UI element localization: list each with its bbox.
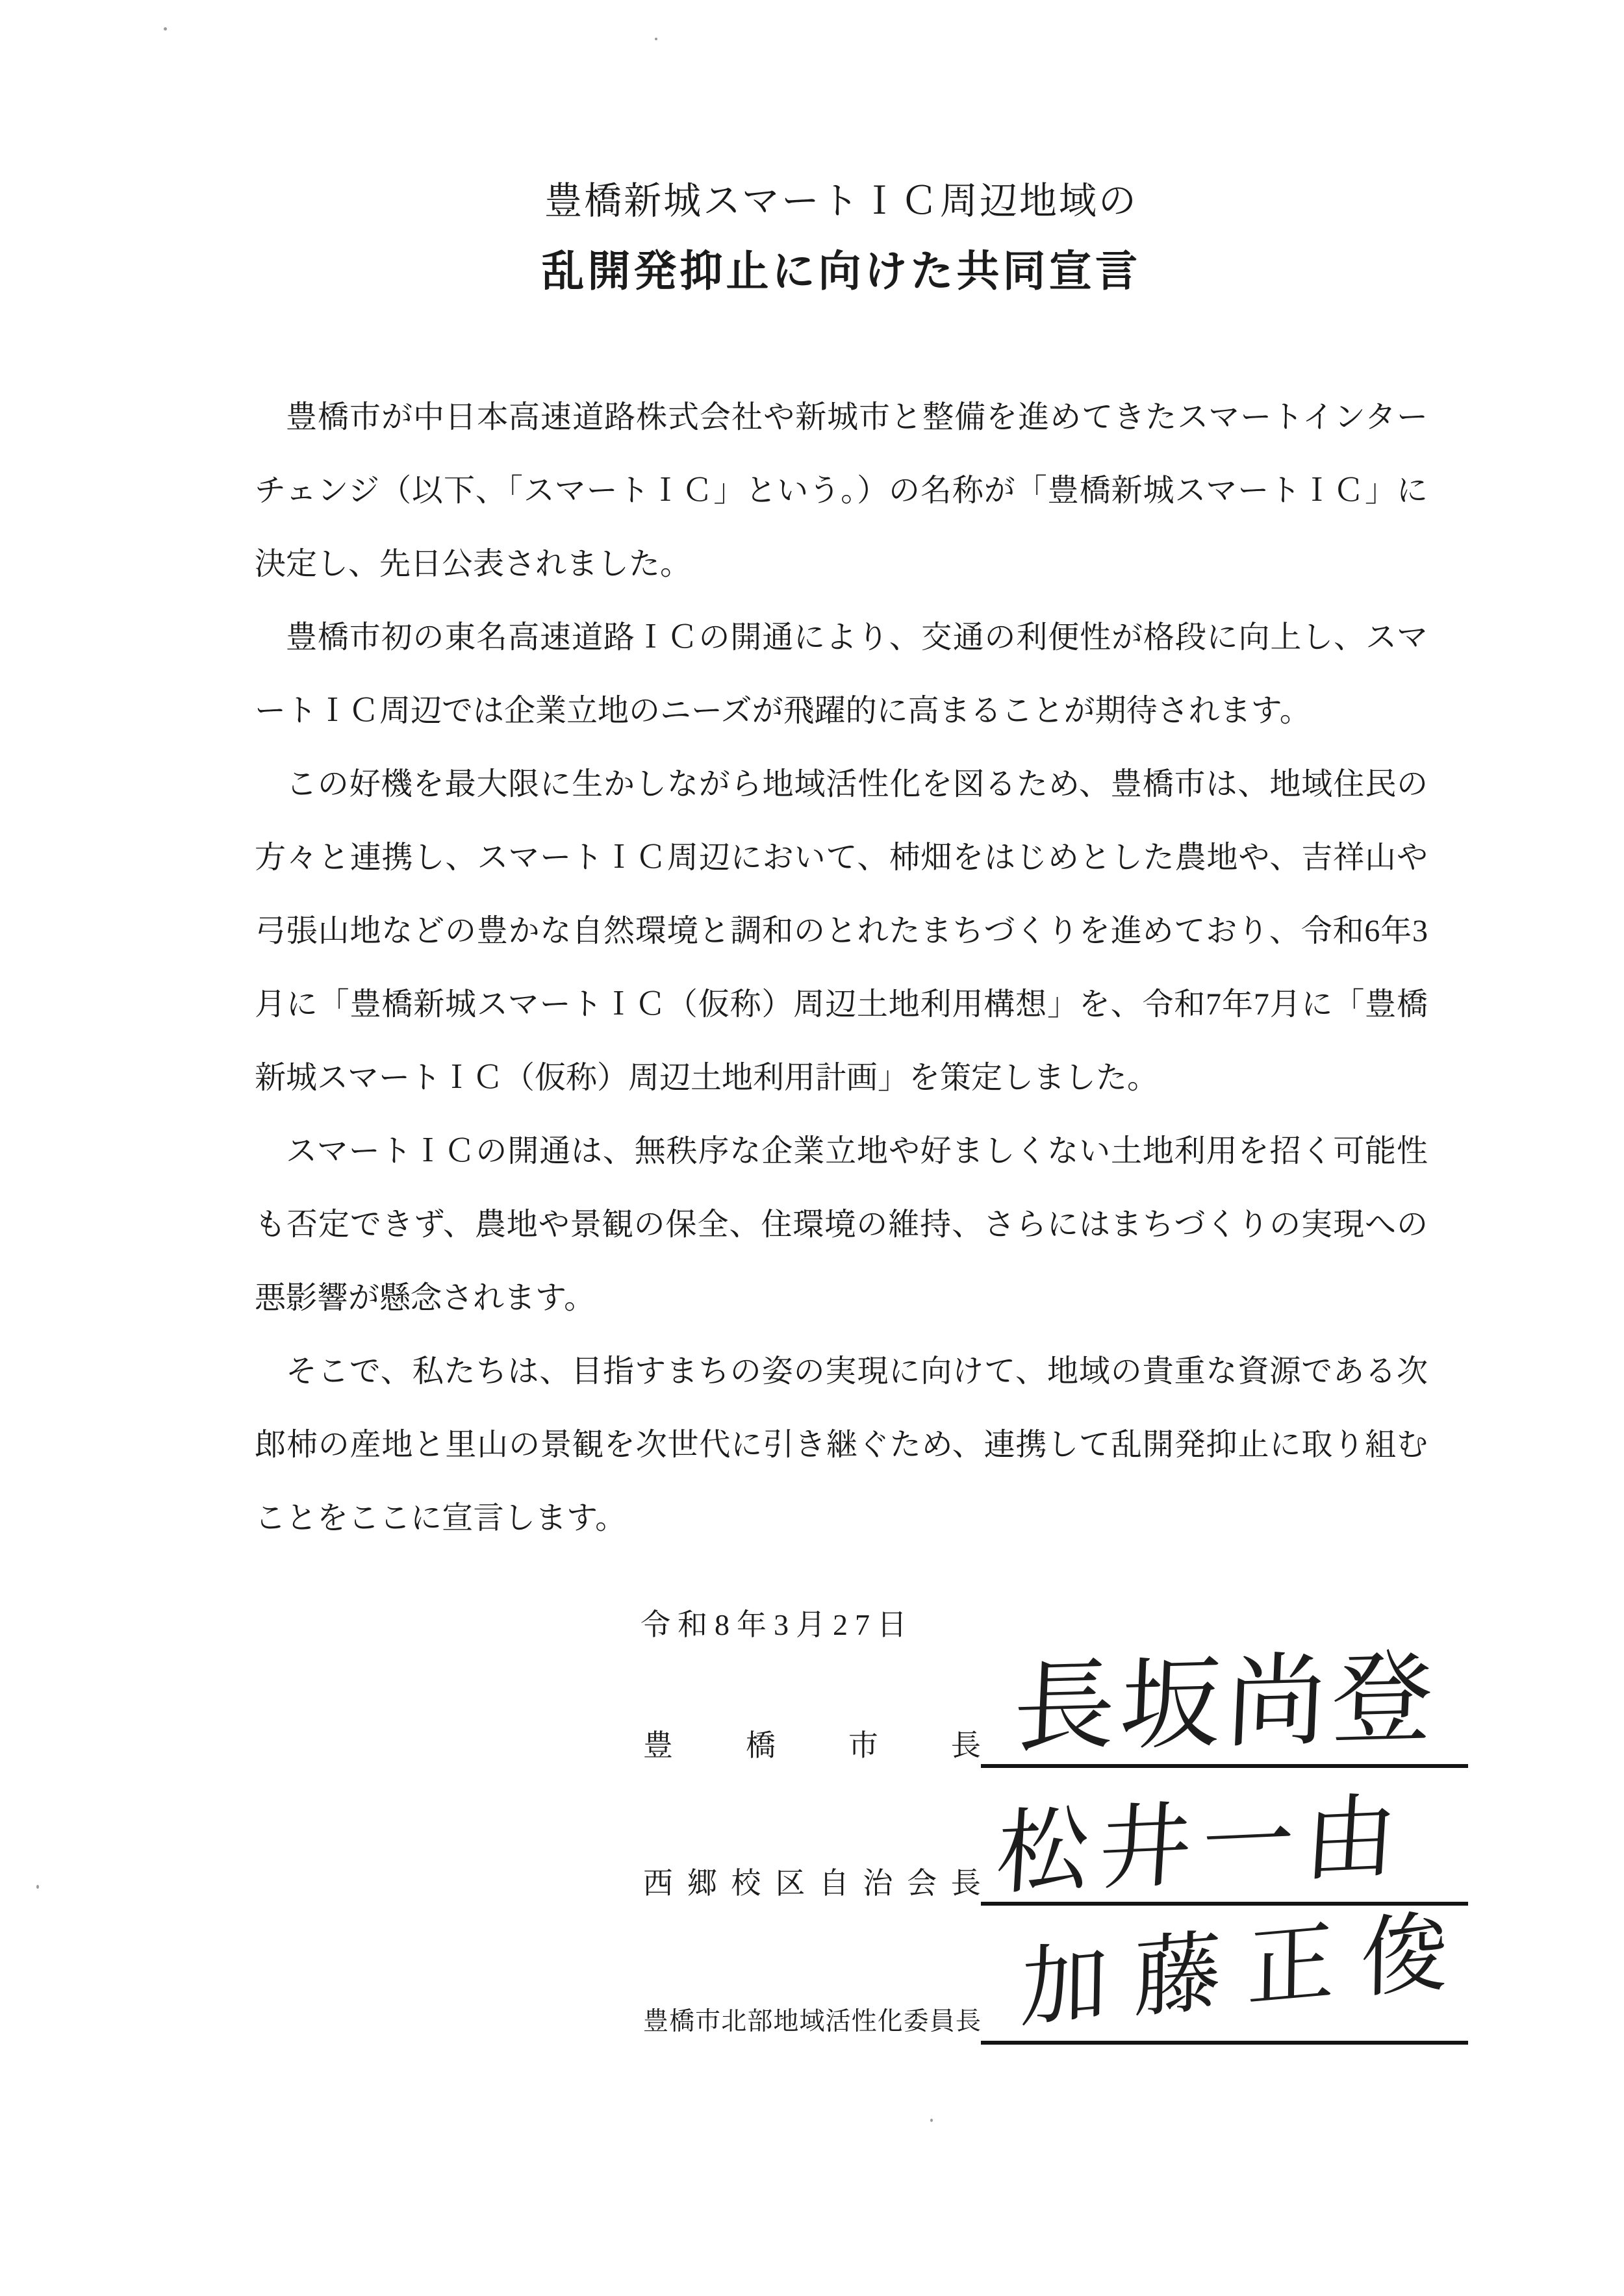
signature-role-label-revitalization-committee: 豊 橋 市 北 部 地 域 活 性 化 委 員 長 xyxy=(643,2008,981,2036)
signature-underline-neighborhood-association xyxy=(981,1772,1468,1906)
document-title-line-2: 乱開発抑止に向けた共同宣言 xyxy=(541,247,1141,295)
signature-handwritten-name-revitalization-committee: 加藤正俊 xyxy=(1019,1902,1475,2039)
signature-underline-mayor xyxy=(981,1634,1468,1768)
scan-speck xyxy=(164,27,167,31)
signature-row-revitalization-committee xyxy=(643,1902,1475,2045)
signature-underline-revitalization-committee xyxy=(981,1902,1475,2045)
signature-row-neighborhood-association xyxy=(643,1776,1468,1906)
body-paragraph-4: スマートＩＣの開通は、無秩序な企業立地や好ましくない土地利用を招く可能性も否定できず、農地や景観の保全、住環境の維持、さらにはまちづくりの実現への悪影響が懸念されます。 xyxy=(255,1134,1428,1315)
signature-role-label-mayor: 豊 橋 市 長 xyxy=(643,1729,981,1762)
document-title-line-1: 豊橋新城スマートＩＣ周辺地域の xyxy=(544,180,1138,222)
body-paragraph-2: 豊橋市初の東名高速道路ＩＣの開通により、交通の利便性が格段に向上し、スマートＩＣ周辺では企業立地のニーズが飛躍的に高まることが期待されます。 xyxy=(255,620,1428,728)
signature-role-label-neighborhood-association: 西 郷 校 区 自 治 会 長 xyxy=(643,1867,981,1900)
document-title xyxy=(255,168,1428,307)
scan-speck xyxy=(655,38,657,40)
date-line: 令和8年3月27日 xyxy=(641,1608,914,1641)
signature-handwritten-name-mayor: 長坂尚登 xyxy=(1011,1642,1440,1766)
scan-speck xyxy=(930,2119,933,2122)
signature-handwritten-name-neighborhood-association: 松井一由 xyxy=(993,1784,1410,1906)
body-paragraph-3: この好機を最大限に生かしながら地域活性化を図るため、豊橋市は、地域住民の方々と連携し、スマートＩＣ周辺において、柿畑をはじめとした農地や、吉祥山や弓張山地などの豊かな自然環境と調和のとれたまちづくりを進めており、令和6年3月に「豊橋新城スマートＩＣ（仮称）周辺土地利用構想」を、令和7年7月に「豊橋新城スマートＩＣ（仮称）周辺土地利用計画」を策定しました。 xyxy=(255,767,1428,1095)
body-paragraph-1: 豊橋市が中日本高速道路株式会社や新城市と整備を進めてきたスマートインターチェンジ（以下、「スマートＩＣ」という。）の名称が「豊橋新城スマートＩＣ」に決定し、先日公表されました。 xyxy=(255,400,1428,581)
document-body xyxy=(255,381,1428,1555)
scan-speck xyxy=(36,1885,39,1889)
body-paragraph-5: そこで、私たちは、目指すまちの姿の実現に向けて、地域の貴重な資源である次郎柿の産地と里山の景観を次世代に引き継ぐため、連携して乱開発抑止に取り組むことをここに宣言します。 xyxy=(255,1354,1428,1535)
signature-row-mayor xyxy=(643,1638,1468,1768)
